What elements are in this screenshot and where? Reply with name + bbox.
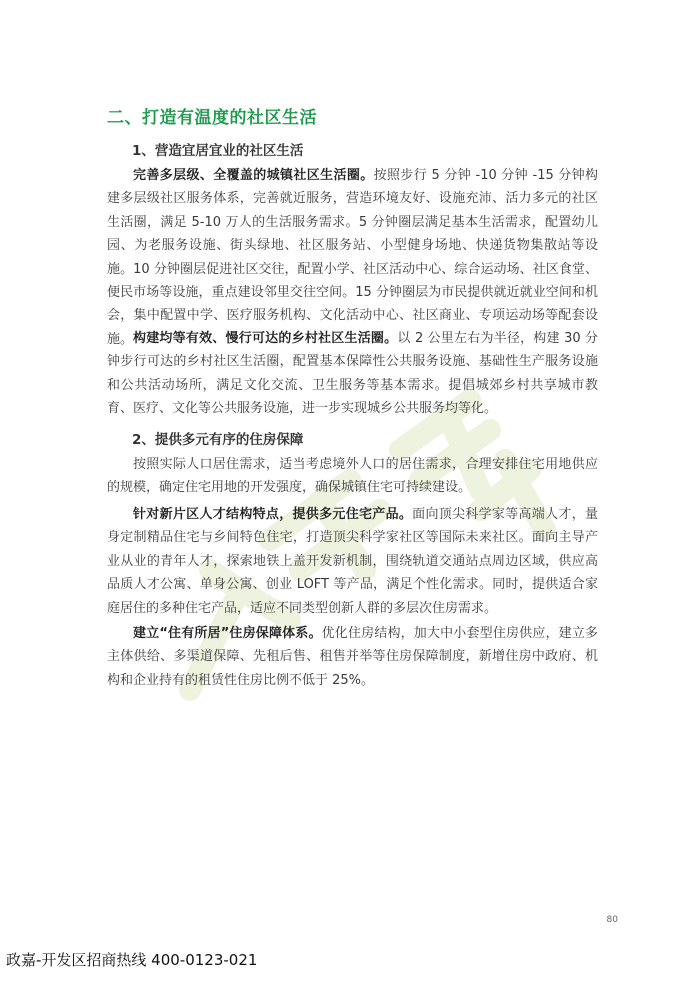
subsection-title: 1、营造宜居宜业的社区生活 [132,143,304,159]
paragraph-body: 优化住房结构，加大中小套型住房供应，建立多主体供给、多渠道保障、先租后售、租售并举等住房保障制度，新增住房中政府、机构和企业持有的租赁性住房比例不低于 25%。 [107,626,598,688]
paragraph-lead: 建立“住有所居”住房保障体系。 [133,626,322,641]
paragraph-body: 按照实际人口居住需求，适当考虑境外人口的居住需求，合理安排住宅用地供应的规模，确定住宅用地的开发强度，确保城镇住宅可持续建设。 [107,457,598,496]
page-number: 80 [606,915,618,925]
paragraph-lead: 构建均等有效、慢行可达的乡村社区生活圈。 [133,331,398,346]
section-title: 二、打造有温度的社区生活 [107,108,317,128]
paragraph-body: 面向顶尖科学家等高端人才，量身定制精品住宅与乡间特色住宅，打造顶尖科学家社区等国际未来社区。面向主导产业从业的青年人才，探索地铁上盖开发新机制，围绕轨道交通站点周边区域，供应高品质人才公寓、单身公寓、创业 LOFT 等产品，满足个性化需求。同时，提供适合家庭居住的多种住宅产品，适应不同类型创新人群的多层次住房需求。 [107,507,598,616]
paragraph-body: 按照步行 5 分钟 -10 分钟 -15 分钟构建多层级社区服务体系，完善就近服务，营造环境友好、设施充沛、活力多元的社区生活圈，满足 5-10 万人的生活服务需求。5 分钟圈层满足基本生活需求，配置幼儿园、为老服务设施、街头绿地、社区服务站、小型健身场地、快递货物集散站等设施。10 分钟圈层促进社区交往，配置小学、社区活动中心、综合运动场、社区食堂、便民市场等设施，重点建设邻里交往空间。15 分钟圈层为市民提供就近就业空间和机会，集中配置中学、医疗服务机构、文化活动中心、社区商业、专项运动场等配套设施。 [107,168,598,347]
footer-hotline: 政嘉-开发区招商热线 400-0123-021 [6,951,258,969]
paragraph-lead: 完善多层级、全覆盖的城镇社区生活圈。 [133,168,374,183]
subsection-title: 2、提供多元有序的住房保障 [132,432,304,448]
paragraph-body: 以 2 公里左右为半径，构建 30 分钟步行可达的乡村社区生活圈，配置基本保障性公共服务设施、基础性生产服务设施和公共活动场所，满足文化交流、卫生服务等基本需求。提倡城郊乡村共享城市教育、医疗、文化等公共服务设施，进一步实现城乡公共服务均等化。 [107,331,598,417]
paragraph [107,503,598,620]
paragraph-lead: 针对新片区人才结构特点，提供多元住宅产品。 [133,507,413,522]
paragraph [107,327,598,421]
paragraph [107,453,598,500]
paragraph [107,622,598,692]
paragraph [107,164,598,351]
